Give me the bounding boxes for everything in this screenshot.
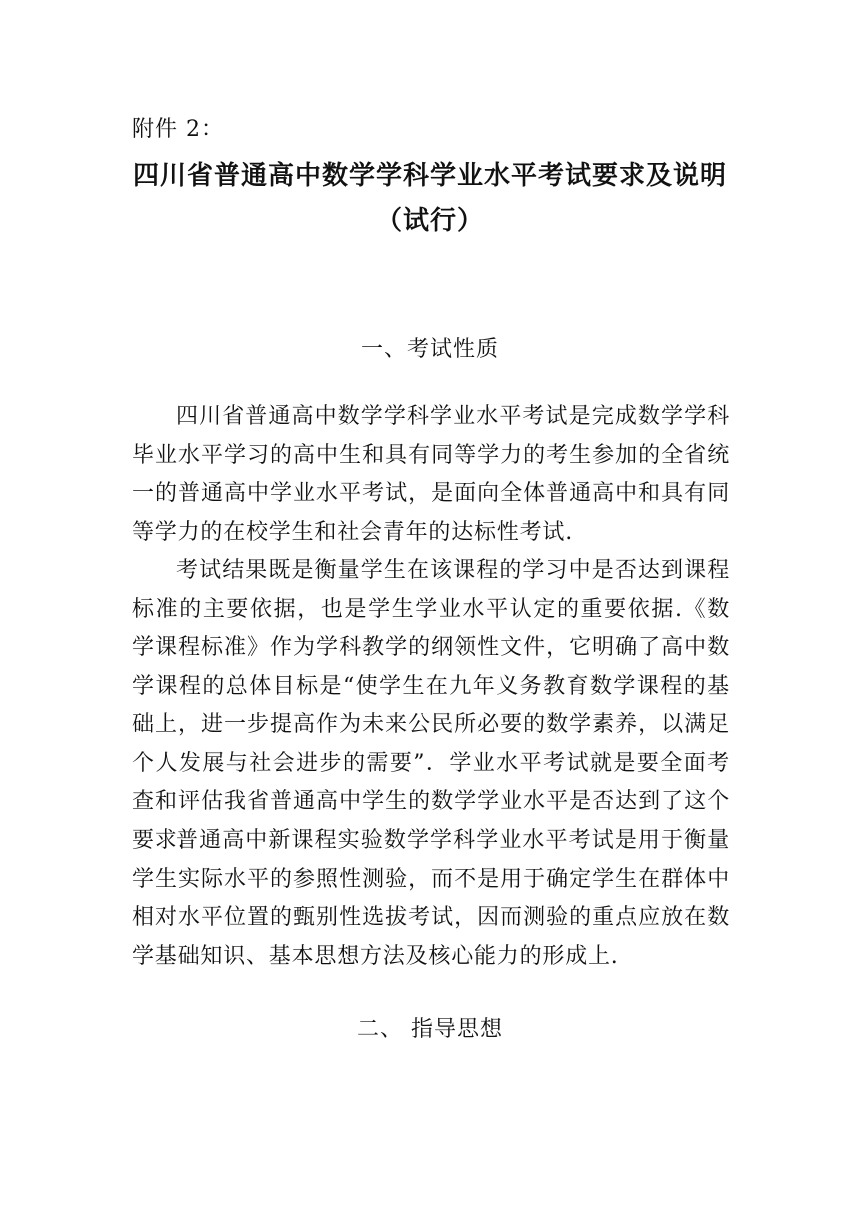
paragraph-exam-nature-1: 四川省普通高中数学学科学业水平考试是完成数学学科毕业水平学习的高中生和具有同等学力的考生参加的全省统一的普通高中学业水平考试，是面向全体普通高中和具有同等学力的在校学生和社会青年的达标性考试.: [132, 404, 730, 545]
section-heading-guiding-ideology: 二、 指导思想: [357, 1017, 503, 1042]
section-heading-exam-nature: 一、考试性质: [360, 337, 499, 362]
attachment-label: 附件 2：: [132, 117, 224, 142]
document-subtitle: （试行）: [375, 206, 484, 236]
document-title: 四川省普通高中数学学科学业水平考试要求及说明: [132, 161, 727, 191]
paragraph-exam-nature-3: 普通高中新课程实验数学学科学业水平考试是用于衡量学生实际水平的参照性测验，而不是用于确定学生在群体中相对水平位置的甄别性选拔考试，因而测验的重点应放在数学基础知识、基本思想方法及核心能力的形成上.: [132, 828, 730, 969]
paragraph-exam-nature-2: 考试结果既是衡量学生在该课程的学习中是否达到课程标准的主要依据，也是学生学业水平认定的重要依据.《数学课程标准》作为学科教学的纲领性文件，它明确了高中数学课程的总体目标是“使学生在九年义务教育数学课程的基础上，进一步提高作为未来公民所必要的数学素养，以满足个人发展与社会进步的需要”．学业水平考试就是要全面考查和评估我省普通高中学生的数学学业水平是否达到了这个要求.: [132, 558, 730, 853]
